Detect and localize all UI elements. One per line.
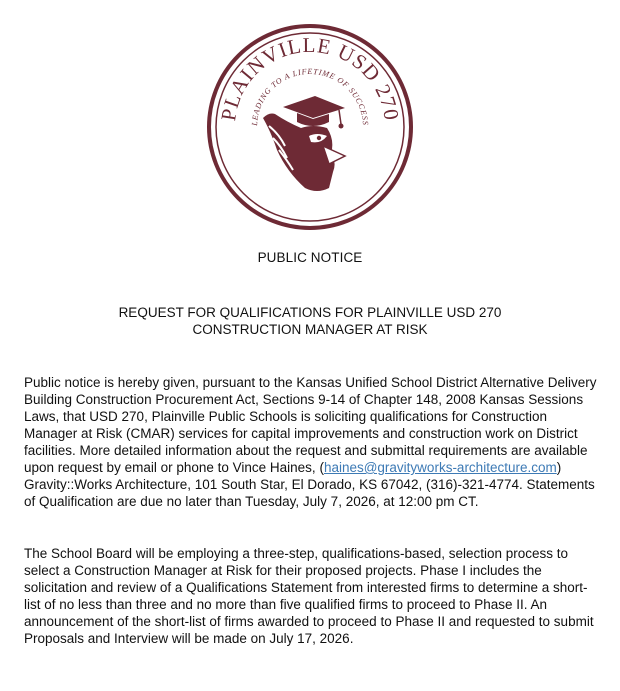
cardinal-bird-icon	[263, 114, 345, 192]
rfq-heading	[0, 304, 620, 338]
paragraph-1-text-start: Public notice is hereby given, pursuant to the Kansas Unified School District Alternative Delivery Building Construction Procurement Act, Sections 9-14 of Chapter 148, 2008 Kansas Sessions Laws, that USD 270, Plainville Public Schools is soliciting qualifications for Construction Manager at Risk (CMAR) services for capital improvements and construction work on District facilities. More detailed information about the request and submittal requirements are available upon request by email or phone to Vince Haines, (	[24, 375, 597, 475]
paragraph-1-text-end: ) Gravity::Works Architecture, 101 South Star, El Dorado, KS 67042, (316)-321-4774. Statements of Qualification are due no later than Tuesday, July 7, 2026, at 12:00 pm CT.	[24, 460, 595, 509]
graduation-cap-icon	[283, 96, 345, 129]
notice-paragraph-2: The School Board will be employing a three-step, qualifications-based, selection process to select a Construction Manager at Risk for their proposed projects. Phase I includes the solicitation and review of a Qualifications Statement from interested firms to determine a short-list of no less than three and no more than five qualified firms to proceed to Phase II. An announcement of the short-list of firms awarded to proceed to Phase II and requested to submit Proposals and Interview will be made on July 17, 2026.	[24, 546, 594, 646]
rfq-heading-line-1: REQUEST FOR QUALIFICATIONS FOR PLAINVILLE USD 270	[118, 305, 502, 320]
seal-name-text: PLAINVILLE USD 270	[216, 32, 404, 123]
public-notice-heading: PUBLIC NOTICE	[257, 250, 363, 265]
rfq-heading-line-2: CONSTRUCTION MANAGER AT RISK	[192, 322, 428, 337]
contact-email-link[interactable]: haines@gravityworks-architecture.com	[323, 460, 557, 475]
notice-paragraph-1	[24, 374, 599, 510]
district-seal-logo	[205, 22, 415, 232]
seal-motto-text: LEADING TO A LIFETIME OF SUCCESS	[249, 66, 371, 126]
